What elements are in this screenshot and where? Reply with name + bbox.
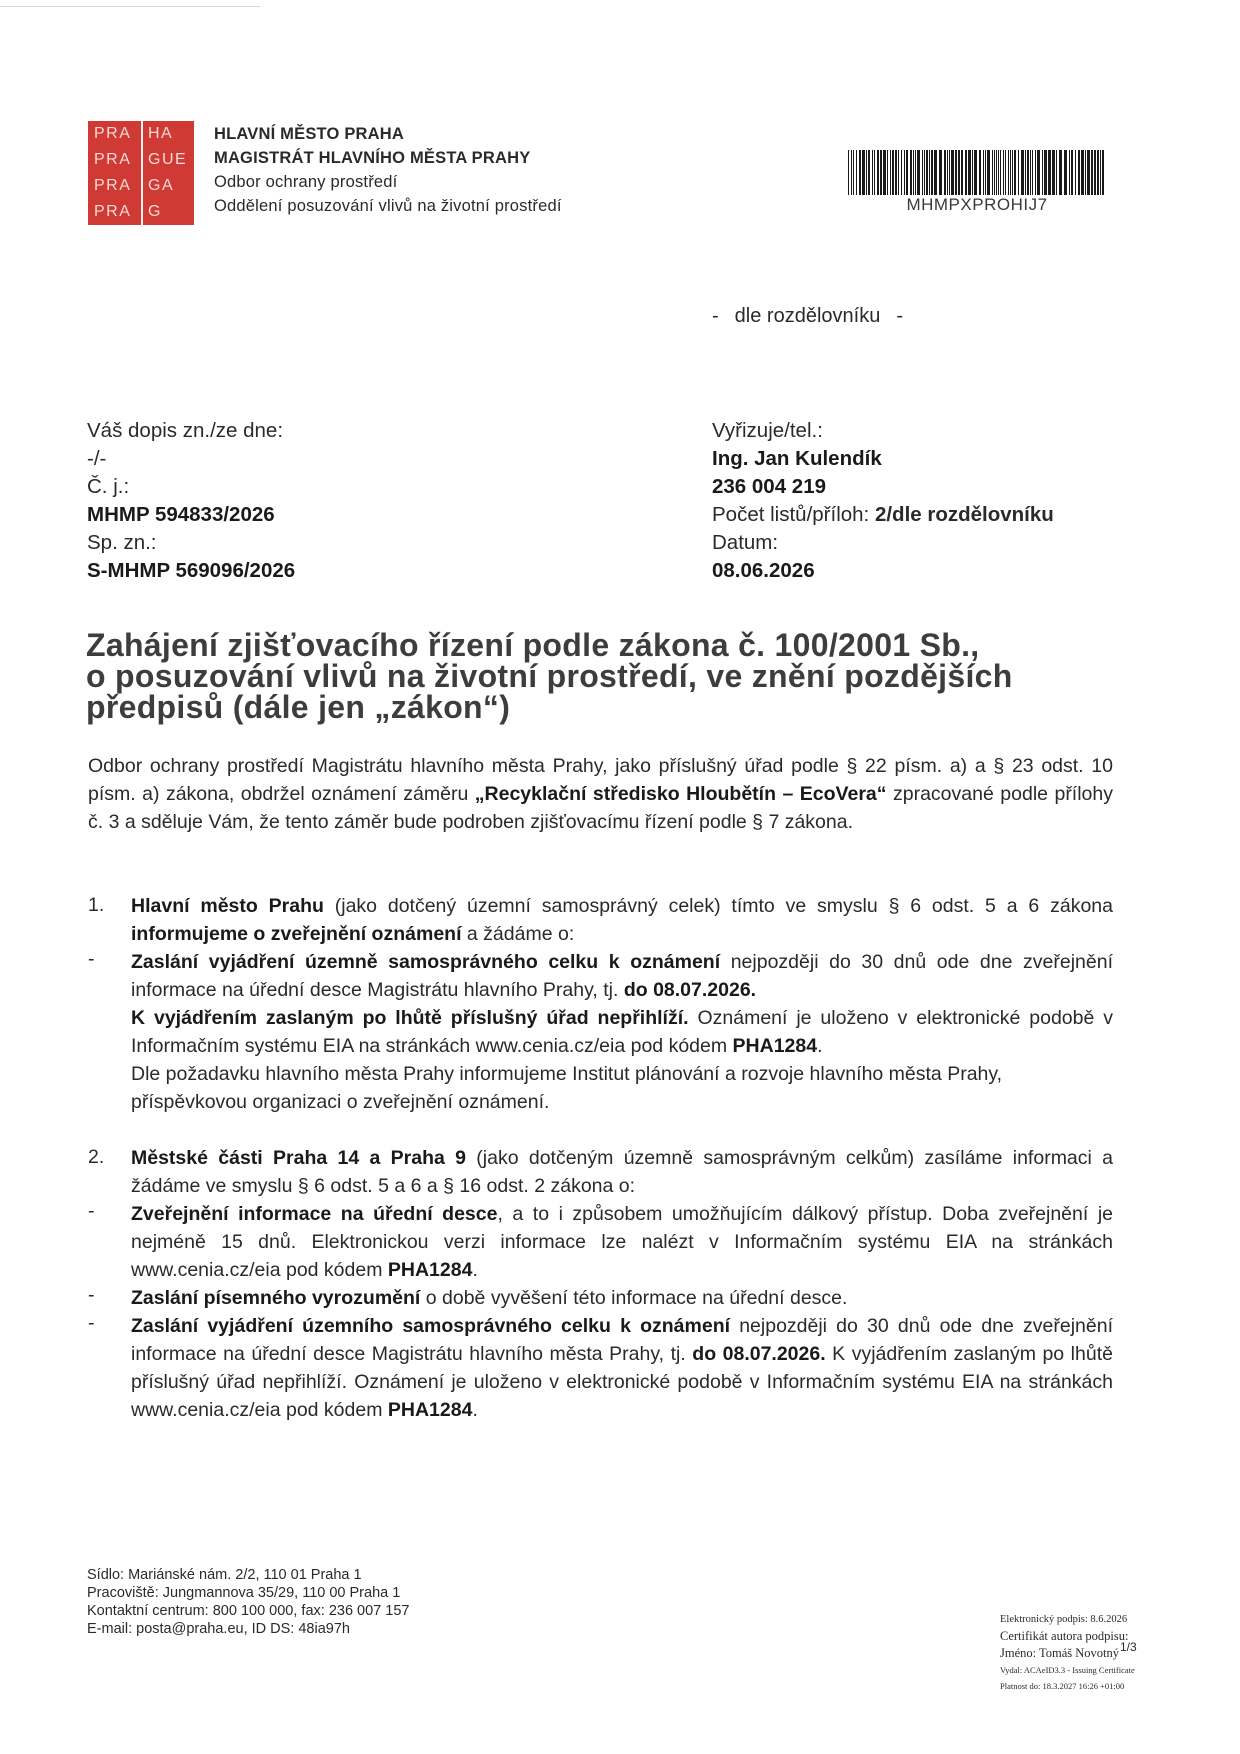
barcode-bar bbox=[931, 150, 933, 195]
barcode-bar bbox=[1091, 150, 1093, 195]
recipient: Městské části Praha 14 a Praha 9 bbox=[131, 1147, 466, 1169]
section-2-text bbox=[131, 1144, 1113, 1200]
barcode-bar bbox=[951, 150, 954, 195]
barcode-bar bbox=[974, 150, 977, 195]
logo-text: HA bbox=[148, 125, 174, 142]
emphasis: Zaslání vyjádření územně samosprávného celku k oznámení bbox=[131, 951, 721, 973]
section-1-text bbox=[131, 892, 1113, 948]
intro-paragraph bbox=[88, 752, 1113, 836]
barcode-bar bbox=[1078, 150, 1080, 195]
project-name: „Recyklační středisko Hloubětín – EcoVera“ bbox=[474, 783, 887, 805]
barcode-bar bbox=[1027, 150, 1029, 195]
logo-row bbox=[88, 173, 194, 199]
barcode-bar bbox=[983, 150, 984, 195]
text: nejpozději do 30 dnů ode dne zveřejnění informace na úřední desce Magistrátu hlavního města Prahy, tj. bbox=[131, 1315, 1113, 1365]
emphasis: Zveřejnění informace na úřední desce bbox=[131, 1203, 498, 1225]
barcode-bar bbox=[1000, 150, 1001, 195]
text: . bbox=[817, 1035, 823, 1057]
barcode-bar bbox=[926, 150, 928, 195]
section-2-bullet-3 bbox=[131, 1312, 1113, 1424]
section-number: 1. bbox=[88, 894, 105, 916]
barcode-bar bbox=[929, 150, 930, 195]
barcode-bar bbox=[1100, 150, 1101, 195]
barcode-bar bbox=[1018, 150, 1019, 195]
emphasis: Zaslání vyjádření územního samosprávného celku k oznámení bbox=[131, 1315, 731, 1337]
barcode-bar bbox=[890, 150, 891, 195]
barcode-bar bbox=[917, 150, 920, 195]
bullet-dash: - bbox=[88, 1284, 95, 1306]
barcode-bar bbox=[874, 150, 875, 195]
letter-ref-value: -/- bbox=[87, 447, 107, 470]
signature-line: Platnost do: 18.3.2027 16:26 +01:00 bbox=[1000, 1681, 1125, 1691]
logo-row bbox=[88, 147, 194, 173]
barcode-bar bbox=[910, 150, 912, 195]
barcode-bar bbox=[1056, 150, 1057, 195]
logo-text: PRA bbox=[94, 203, 132, 220]
handler-phone: 236 004 219 bbox=[712, 475, 827, 498]
barcode-bar bbox=[972, 150, 973, 195]
text: o době vyvěšení této informace na úřední desce. bbox=[420, 1287, 848, 1309]
text: , a to i způsobem umožňujícím dálkový přístup. Doba zveřejnění je nejméně 15 dnů. Elektronickou verzi informace lze nalézt v Informačním systému EIA na stránkách www.cenia.cz/eia pod kódem bbox=[131, 1203, 1113, 1281]
text: Odbor ochrany prostředí Magistrátu hlavního města Prahy, jako příslušný úřad podle § 22 písm. a) a § 23 odst. 10 písm. a) zákona, obdržel oznámení záměru bbox=[88, 755, 1113, 805]
signature-line: Elektronický podpis: 8.6.2026 bbox=[1000, 1614, 1128, 1625]
barcode-bar bbox=[892, 150, 894, 195]
barcode-bar bbox=[996, 150, 997, 195]
barcode-bar bbox=[880, 150, 882, 195]
top-rule bbox=[0, 6, 260, 7]
org-name: HLAVNÍ MĚSTO PRAHA bbox=[214, 125, 404, 143]
barcode-bar bbox=[877, 150, 879, 195]
barcode-bar bbox=[968, 150, 971, 195]
barcode-bar bbox=[998, 150, 999, 195]
distribution-note bbox=[712, 305, 903, 328]
recipient: Hlavní město Prahu bbox=[131, 895, 324, 917]
section-1-extra: Dle požadavku hlavního města Prahy informujeme Institut plánování a rozvoje hlavního města Prahy, příspěvkovou organizaci o zveřejnění oznámení. bbox=[131, 1063, 1003, 1113]
barcode-bar bbox=[1042, 150, 1043, 195]
barcode-bar bbox=[872, 150, 873, 195]
bullet-dash: - bbox=[88, 948, 95, 970]
logo-text: G bbox=[148, 203, 162, 220]
barcode-bar bbox=[1071, 150, 1073, 195]
sheets-label: Počet listů/příloh: bbox=[712, 503, 870, 526]
barcode-bar bbox=[1030, 150, 1031, 195]
title-line: předpisů (dále jen „zákon“) bbox=[86, 689, 511, 725]
logo-text: PRA bbox=[94, 177, 132, 194]
barcode-bar bbox=[1075, 150, 1076, 195]
text: (jako dotčeným územně samosprávným celkům) zasíláme informaci a žádáme ve smyslu § 6 odst. 5 a 6 a § 16 odst. 2 zákona o: bbox=[131, 1147, 1114, 1197]
barcode bbox=[848, 150, 1106, 195]
text: nejpozději do 30 dnů ode dne zveřejnění informace na úřední desce Magistrátu hlavního Prahy, tj. bbox=[131, 951, 1113, 1001]
barcode-bar bbox=[883, 150, 886, 195]
barcode-bar bbox=[949, 150, 950, 195]
section-number: 2. bbox=[88, 1146, 105, 1168]
barcode-bar bbox=[992, 150, 993, 195]
barcode-bar bbox=[961, 150, 963, 195]
barcode-bar bbox=[987, 150, 990, 195]
barcode-bar bbox=[1010, 150, 1011, 195]
barcode-bar bbox=[985, 150, 986, 195]
signature-line: Certifikát autora podpisu: bbox=[1000, 1629, 1129, 1643]
barcode-bar bbox=[898, 150, 899, 195]
section-2-bullet-1 bbox=[131, 1200, 1113, 1284]
project-code: PHA1284 bbox=[387, 1399, 473, 1421]
case-number-value: MHMP 594833/2026 bbox=[87, 503, 275, 526]
sheets-value: 2/dle rozdělovníku bbox=[874, 503, 1054, 526]
barcode-bar bbox=[1102, 150, 1104, 195]
barcode-bar bbox=[1087, 150, 1090, 195]
date-label: Datum: bbox=[712, 531, 779, 554]
barcode-bar bbox=[853, 150, 854, 195]
deadline: do 08.07.2026. bbox=[692, 1343, 826, 1365]
bullet-dash: - bbox=[88, 1200, 95, 1222]
signature-line: Jméno: Tomáš Novotný bbox=[1000, 1646, 1120, 1660]
barcode-bar bbox=[1035, 150, 1036, 195]
barcode-bar bbox=[1021, 150, 1024, 195]
distribution-text: dle rozdělovníku bbox=[734, 305, 881, 327]
barcode-bar bbox=[1012, 150, 1013, 195]
logo-text: PRA bbox=[94, 125, 132, 142]
barcode-bar bbox=[965, 150, 967, 195]
section-1-bullet bbox=[131, 948, 1113, 1060]
barcode-bar bbox=[955, 150, 957, 195]
barcode-bar bbox=[1081, 150, 1084, 195]
emphasis: informujeme o zveřejnění oznámení bbox=[131, 923, 462, 945]
praha-logo bbox=[88, 121, 194, 225]
dash: - bbox=[896, 305, 903, 327]
barcode-bar bbox=[1069, 150, 1070, 195]
text: (jako dotčený územní samosprávný celek) tímto ve smyslu § 6 odst. 5 a 6 zákona bbox=[323, 895, 1113, 917]
barcode-bar bbox=[887, 150, 888, 195]
sheets-count bbox=[712, 503, 1054, 527]
logo-text: PRA bbox=[94, 151, 132, 168]
barcode-bar bbox=[866, 150, 867, 195]
text: K vyjádřením zaslaným po lhůtě příslušný úřad nepřihlíží. Oznámení je uloženo v elektronické podobě v Informačním systému EIA na stránkách www.cenia.cz/eia pod kódem bbox=[131, 1343, 1113, 1421]
barcode-bar bbox=[1097, 150, 1099, 195]
org-section: Oddělení posuzování vlivů na životní prostředí bbox=[214, 197, 562, 215]
logo-row bbox=[88, 121, 194, 147]
logo-text: GA bbox=[148, 177, 175, 194]
barcode-bar bbox=[1064, 150, 1067, 195]
footer-line: Pracoviště: Jungmannova 35/29, 110 00 Praha 1 bbox=[87, 1585, 401, 1601]
text: zpracované podle přílohy č. 3 a sděluje Vám, že tento záměr bude podroben zjišťovacímu řízení podle § 7 zákona. bbox=[88, 783, 1113, 833]
footer-line: Kontaktní centrum: 800 100 000, fax: 236 007 157 bbox=[87, 1603, 410, 1619]
case-number-label: Č. j.: bbox=[87, 475, 130, 498]
dash: - bbox=[712, 305, 719, 327]
date-value: 08.06.2026 bbox=[712, 559, 815, 582]
barcode-bar bbox=[934, 150, 937, 195]
text: a žádáme o: bbox=[461, 923, 575, 945]
file-mark-value: S-MHMP 569096/2026 bbox=[87, 559, 296, 582]
handler-label: Vyřizuje/tel.: bbox=[712, 419, 823, 442]
logo-row bbox=[88, 199, 194, 225]
org-magistrate: MAGISTRÁT HLAVNÍHO MĚSTA PRAHY bbox=[214, 149, 531, 167]
barcode-bar bbox=[1048, 150, 1051, 195]
barcode-bar bbox=[848, 150, 849, 195]
bullet-dash: - bbox=[88, 1312, 95, 1334]
barcode-bar bbox=[1052, 150, 1055, 195]
emphasis: K vyjádřením zaslaným po lhůtě příslušný úřad nepřihlíží. bbox=[131, 1007, 689, 1029]
barcode-bar bbox=[944, 150, 946, 195]
handler-name: Ing. Jan Kulendík bbox=[712, 447, 882, 470]
logo-text: GUE bbox=[148, 151, 188, 168]
deadline: do 08.07.2026. bbox=[623, 979, 757, 1001]
barcode-bar bbox=[939, 150, 942, 195]
org-department: Odbor ochrany prostředí bbox=[214, 173, 398, 191]
barcode-bar bbox=[868, 150, 870, 195]
barcode-bar bbox=[924, 150, 925, 195]
barcode-bar bbox=[1032, 150, 1033, 195]
footer-line: Sídlo: Mariánské nám. 2/2, 110 01 Praha 1 bbox=[87, 1567, 362, 1583]
document-title bbox=[86, 627, 1146, 725]
barcode-bar bbox=[851, 150, 852, 195]
letter-ref-label: Váš dopis zn./ze dne: bbox=[87, 419, 284, 442]
title-line: Zahájení zjišťovacího řízení podle zákona č. 100/2001 Sb., bbox=[86, 627, 980, 663]
barcode-bar bbox=[1044, 150, 1047, 195]
barcode-bar bbox=[958, 150, 960, 195]
text: Oznámení je uloženo v elektronické podobě v Informačním systému EIA na stránkách www.cenia.cz/eia pod kódem bbox=[131, 1007, 1113, 1057]
barcode-bar bbox=[862, 150, 865, 195]
file-mark-label: Sp. zn.: bbox=[87, 531, 157, 554]
project-code: PHA1284 bbox=[387, 1259, 473, 1281]
barcode-bar bbox=[1005, 150, 1006, 195]
barcode-bar bbox=[1037, 150, 1040, 195]
barcode-bar bbox=[859, 150, 861, 195]
barcode-bar bbox=[1094, 150, 1096, 195]
barcode-bar bbox=[1014, 150, 1016, 195]
barcode-bar bbox=[979, 150, 981, 195]
emphasis: Zaslání písemného vyrozumění bbox=[131, 1287, 421, 1309]
barcode-bar bbox=[947, 150, 948, 195]
barcode-bar bbox=[915, 150, 916, 195]
barcode-bar bbox=[1008, 150, 1009, 195]
barcode-bar bbox=[856, 150, 857, 195]
electronic-signature bbox=[1000, 1612, 1135, 1694]
text: . bbox=[472, 1259, 478, 1281]
project-code: PHA1284 bbox=[732, 1035, 818, 1057]
footer-address bbox=[87, 1566, 409, 1638]
barcode-bar bbox=[1059, 150, 1062, 195]
barcode-bar bbox=[1085, 150, 1086, 195]
title-line: o posuzování vlivů na životní prostředí, ve znění pozdějších bbox=[86, 658, 1013, 694]
page-number: 1/3 bbox=[1120, 1640, 1137, 1654]
barcode-bar bbox=[922, 150, 923, 195]
barcode-text: MHMPXPROHIJ7 bbox=[906, 195, 1048, 214]
barcode-bar bbox=[906, 150, 908, 195]
barcode-bar bbox=[913, 150, 914, 195]
barcode-bar bbox=[1003, 150, 1004, 195]
text: . bbox=[472, 1399, 478, 1421]
barcode-bar bbox=[901, 150, 902, 195]
barcode-bar bbox=[895, 150, 897, 195]
barcode-bar bbox=[904, 150, 905, 195]
section-2-bullet-2 bbox=[131, 1284, 1113, 1312]
barcode-bar bbox=[994, 150, 995, 195]
barcode-bar bbox=[1025, 150, 1026, 195]
signature-line: Vydal: ACAeID3.3 - Issuing Certificate bbox=[1000, 1665, 1135, 1675]
footer-line: E-mail: posta@praha.eu, ID DS: 48ia97h bbox=[87, 1621, 350, 1637]
